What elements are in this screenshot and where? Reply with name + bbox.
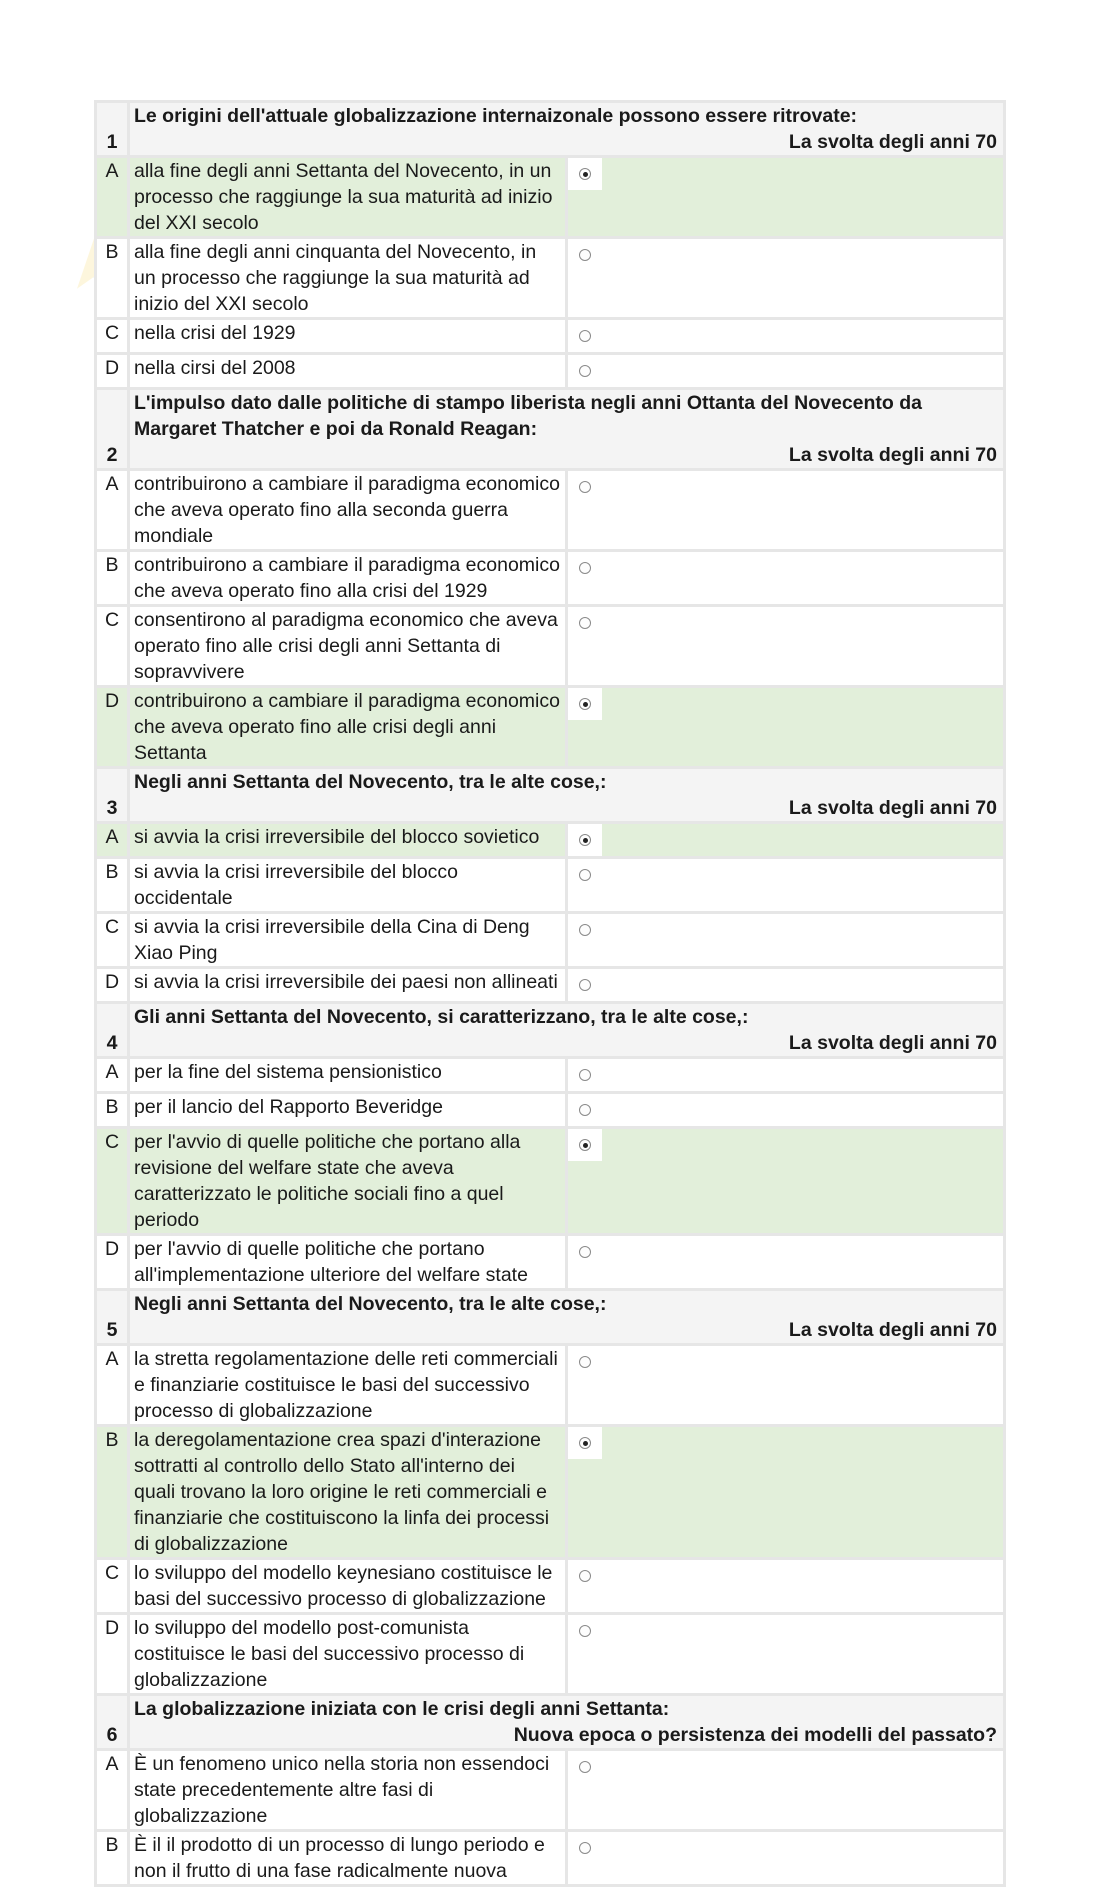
answer-row <box>97 1751 1003 1829</box>
answer-text: contribuirono a cambiare il paradigma economico che aveva operato fino alla crisi del 1929 <box>130 552 565 604</box>
question-cell <box>130 103 1003 155</box>
answer-radio-cell <box>568 1560 1003 1612</box>
radio-unselected-icon[interactable] <box>579 365 591 377</box>
answer-row <box>97 607 1003 685</box>
answer-text: alla fine degli anni Settanta del Novecento, in un processo che raggiunge la sua maturità ad inizio del XXI secolo <box>130 158 565 236</box>
answer-letter: A <box>97 1346 127 1424</box>
answer-radio-cell <box>568 158 1003 236</box>
question-text: Le origini dell'attuale globalizzazione internaizonale possono essere ritrovate: <box>134 105 858 127</box>
answer-radio-cell <box>568 552 1003 604</box>
answer-letter: C <box>97 320 127 352</box>
answer-row <box>97 1346 1003 1424</box>
answer-row <box>97 552 1003 604</box>
answer-text: si avvia la crisi irreversibile dei paesi non allineati <box>130 969 565 1001</box>
answer-text: contribuirono a cambiare il paradigma economico che aveva operato fino alle crisi degli anni Settanta <box>130 688 565 766</box>
answer-radio-cell <box>568 688 1003 766</box>
question-row <box>97 390 1003 468</box>
answer-row <box>97 158 1003 236</box>
answer-row <box>97 1427 1003 1557</box>
question-text: Gli anni Settanta del Novecento, si caratterizzano, tra le alte cose,: <box>134 1006 749 1028</box>
question-number: 1 <box>97 103 127 155</box>
question-text: L'impulso dato dalle politiche di stampo liberista negli anni Ottanta del Novecento da Margaret Thatcher e poi da Ronald Reagan: <box>134 392 922 440</box>
answer-row <box>97 239 1003 317</box>
answer-letter: A <box>97 824 127 856</box>
answer-radio-cell <box>568 969 1003 1001</box>
answer-text: nella crisi del 1929 <box>130 320 565 352</box>
answer-letter: B <box>97 1094 127 1126</box>
radio-unselected-icon[interactable] <box>579 249 591 261</box>
answer-letter: B <box>97 859 127 911</box>
answer-text: lo sviluppo del modello keynesiano costituisce le basi del successivo processo di globalizzazione <box>130 1560 565 1612</box>
answer-row <box>97 355 1003 387</box>
answer-text: contribuirono a cambiare il paradigma economico che aveva operato fino alla seconda guerra mondiale <box>130 471 565 549</box>
answer-text: si avvia la crisi irreversibile della Cina di Deng Xiao Ping <box>130 914 565 966</box>
question-topic: La svolta degli anni 70 <box>788 1032 997 1054</box>
answer-radio-cell <box>568 1236 1003 1288</box>
answer-row <box>97 1129 1003 1233</box>
question-text: Negli anni Settanta del Novecento, tra le alte cose,: <box>134 771 607 793</box>
answer-radio-cell <box>568 1615 1003 1693</box>
answer-letter: C <box>97 1129 127 1233</box>
answer-text: È il il prodotto di un processo di lungo periodo e non il frutto di una fase radicalmente nuova <box>130 1832 565 1884</box>
answer-text: per la fine del sistema pensionistico <box>130 1059 565 1091</box>
answer-radio-cell <box>568 1094 1003 1126</box>
answer-text: lo sviluppo del modello post-comunista costituisce le basi del successivo processo di globalizzazione <box>130 1615 565 1693</box>
answer-radio-cell <box>568 320 1003 352</box>
answer-row <box>97 688 1003 766</box>
answer-text: nella cirsi del 2008 <box>130 355 565 387</box>
answer-letter: D <box>97 1615 127 1693</box>
question-cell <box>130 1696 1003 1748</box>
question-number: 2 <box>97 390 127 468</box>
question-text: La globalizzazione iniziata con le crisi degli anni Settanta: <box>134 1698 670 1720</box>
answer-row <box>97 824 1003 856</box>
radio-unselected-icon[interactable] <box>579 1842 591 1854</box>
radio-selected-icon[interactable] <box>579 1437 591 1449</box>
radio-unselected-icon[interactable] <box>579 1356 591 1368</box>
answer-radio-cell <box>568 1751 1003 1829</box>
question-row <box>97 103 1003 155</box>
radio-unselected-icon[interactable] <box>579 330 591 342</box>
answer-letter: B <box>97 239 127 317</box>
radio-unselected-icon[interactable] <box>579 481 591 493</box>
question-row <box>97 1004 1003 1056</box>
question-topic: Nuova epoca o persistenza dei modelli del passato? <box>513 1724 997 1746</box>
radio-selected-icon[interactable] <box>579 698 591 710</box>
question-row <box>97 1696 1003 1748</box>
radio-unselected-icon[interactable] <box>579 979 591 991</box>
answer-row <box>97 320 1003 352</box>
question-cell <box>130 1291 1003 1343</box>
radio-unselected-icon[interactable] <box>579 869 591 881</box>
answer-radio-cell <box>568 239 1003 317</box>
answer-letter: D <box>97 1236 127 1288</box>
answer-row <box>97 1059 1003 1091</box>
answer-letter: A <box>97 158 127 236</box>
answer-letter: C <box>97 1560 127 1612</box>
answer-letter: B <box>97 552 127 604</box>
question-cell <box>130 1004 1003 1056</box>
answer-text: per l'avvio di quelle politiche che portano all'implementazione ulteriore del welfare state <box>130 1236 565 1288</box>
radio-unselected-icon[interactable] <box>579 1246 591 1258</box>
answer-row <box>97 969 1003 1001</box>
answer-row <box>97 471 1003 549</box>
answer-text: consentirono al paradigma economico che aveva operato fino alle crisi degli anni Settanta di sopravvivere <box>130 607 565 685</box>
answer-text: per il lancio del Rapporto Beveridge <box>130 1094 565 1126</box>
answer-letter: A <box>97 471 127 549</box>
answer-text: alla fine degli anni cinquanta del Novecento, in un processo che raggiunge la sua maturità ad inizio del XXI secolo <box>130 239 565 317</box>
answer-text: si avvia la crisi irreversibile del blocco sovietico <box>130 824 565 856</box>
answer-radio-cell <box>568 355 1003 387</box>
radio-unselected-icon[interactable] <box>579 1625 591 1637</box>
answer-text: la deregolamentazione crea spazi d'interazione sottratti al controllo dello Stato all'interno dei quali trovano la loro origine le reti commerciali e finanziarie che costituiscono la linfa dei processi di globalizzazione <box>130 1427 565 1557</box>
answer-letter: D <box>97 969 127 1001</box>
question-number: 3 <box>97 769 127 821</box>
radio-unselected-icon[interactable] <box>579 924 591 936</box>
radio-unselected-icon[interactable] <box>579 1069 591 1081</box>
question-topic: La svolta degli anni 70 <box>788 1319 997 1341</box>
radio-unselected-icon[interactable] <box>579 617 591 629</box>
question-number: 6 <box>97 1696 127 1748</box>
answer-letter: B <box>97 1427 127 1557</box>
question-topic: La svolta degli anni 70 <box>788 444 997 466</box>
answer-text: la stretta regolamentazione delle reti commerciali e finanziarie costituisce le basi del successivo processo di globalizzazione <box>130 1346 565 1424</box>
question-number: 5 <box>97 1291 127 1343</box>
answer-radio-cell <box>568 859 1003 911</box>
question-cell <box>130 769 1003 821</box>
answer-text: per l'avvio di quelle politiche che portano alla revisione del welfare state che aveva caratterizzato le politiche sociali fino a quel periodo <box>130 1129 565 1233</box>
radio-unselected-icon[interactable] <box>579 1570 591 1582</box>
answer-radio-cell <box>568 1129 1003 1233</box>
answer-row <box>97 859 1003 911</box>
quiz-table <box>94 100 1006 1887</box>
answer-row <box>97 1236 1003 1288</box>
question-row <box>97 769 1003 821</box>
answer-text: si avvia la crisi irreversibile del blocco occidentale <box>130 859 565 911</box>
answer-row <box>97 1615 1003 1693</box>
answer-letter: A <box>97 1751 127 1829</box>
answer-row <box>97 914 1003 966</box>
answer-letter: C <box>97 607 127 685</box>
answer-letter: D <box>97 355 127 387</box>
answer-row <box>97 1560 1003 1612</box>
answer-radio-cell <box>568 914 1003 966</box>
answer-radio-cell <box>568 607 1003 685</box>
question-cell <box>130 390 1003 468</box>
question-row <box>97 1291 1003 1343</box>
answer-letter: D <box>97 688 127 766</box>
answer-letter: B <box>97 1832 127 1884</box>
radio-unselected-icon[interactable] <box>579 1104 591 1116</box>
answer-radio-cell <box>568 1346 1003 1424</box>
answer-letter: A <box>97 1059 127 1091</box>
radio-selected-icon[interactable] <box>579 1139 591 1151</box>
question-number: 4 <box>97 1004 127 1056</box>
radio-selected-icon[interactable] <box>579 834 591 846</box>
radio-unselected-icon[interactable] <box>579 562 591 574</box>
question-text: Negli anni Settanta del Novecento, tra le alte cose,: <box>134 1293 607 1315</box>
radio-selected-icon[interactable] <box>579 168 591 180</box>
answer-radio-cell <box>568 471 1003 549</box>
answer-radio-cell <box>568 1427 1003 1557</box>
radio-unselected-icon[interactable] <box>579 1761 591 1773</box>
answer-radio-cell <box>568 824 1003 856</box>
answer-radio-cell <box>568 1832 1003 1884</box>
answer-radio-cell <box>568 1059 1003 1091</box>
answer-text: È un fenomeno unico nella storia non essendoci state precedentemente altre fasi di globalizzazione <box>130 1751 565 1829</box>
question-topic: La svolta degli anni 70 <box>788 797 997 819</box>
answer-row <box>97 1094 1003 1126</box>
answer-letter: C <box>97 914 127 966</box>
question-topic: La svolta degli anni 70 <box>788 131 997 153</box>
answer-row <box>97 1832 1003 1884</box>
